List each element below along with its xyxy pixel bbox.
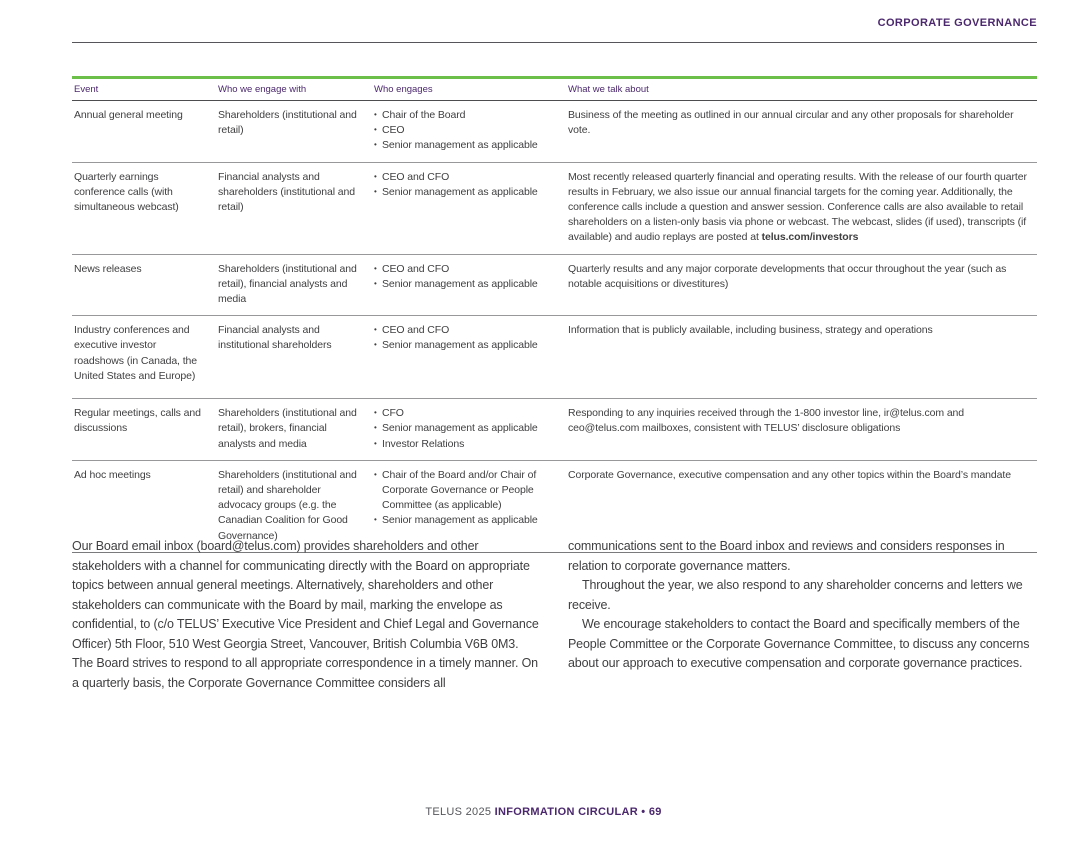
who-engages-item: • Senior management as applicable — [374, 513, 556, 528]
page-footer — [0, 806, 1087, 818]
what-text: Most recently released quarterly financial and operating results. With the release of our fourth quarter results in February, we also issue our annual financial targets for the coming year. Additionally, the conference calls include a question and answer session. Conference calls are also available to retail shareholders on a listen-only basis via phone or webcast. The webcast, slides (if used), transcripts (if available) and audio replays are posted at — [568, 170, 1027, 244]
who-engages-cell — [372, 316, 566, 398]
event-cell: Annual general meeting — [74, 109, 183, 121]
footer-page-number: INFORMATION CIRCULAR • 69 — [494, 806, 662, 818]
body-right-column — [568, 537, 1036, 693]
what-text: Corporate Governance, executive compensation and any other topics within the Board’s mandate — [568, 468, 1011, 481]
who-engages-item: • Investor Relations — [374, 437, 556, 452]
section-header-label: CORPORATE GOVERNANCE — [877, 17, 1037, 29]
what-we-talk-about-cell — [566, 399, 1037, 460]
event-cell: Ad hoc meetings — [74, 468, 151, 481]
who-engages-list — [374, 468, 556, 529]
what-we-talk-about-cell — [566, 255, 1037, 316]
who-engages-item: • Senior management as applicable — [374, 138, 556, 153]
column-header-what-we-talk-about: What we talk about — [568, 84, 649, 95]
who-engages-list — [374, 323, 556, 353]
who-engages-item: • Senior management as applicable — [374, 421, 556, 436]
what-text: Responding to any inquiries received through the 1-800 investor line, ir@telus.com and ceo@telus.com mailboxes, consistent with TELUS’ disclosure obligations — [568, 407, 965, 435]
column-header-who-we-engage: Who we engage with — [218, 84, 307, 95]
who-engages-item: • Senior management as applicable — [374, 338, 556, 353]
who-we-engage-cell: Shareholders (institutional and retail), brokers, financial analysts and media — [218, 407, 357, 450]
who-engages-list — [374, 170, 556, 200]
what-we-talk-about-cell — [566, 316, 1037, 398]
who-engages-item: • CEO and CFO — [374, 262, 556, 277]
event-cell: Regular meetings, calls and discussions — [74, 407, 201, 435]
footer-doc-title: TELUS 2025 — [425, 806, 492, 818]
who-engages-list — [374, 262, 556, 292]
shareholder-engagement-table — [72, 76, 1037, 553]
who-we-engage-cell: Shareholders (institutional and retail) and shareholder advocacy groups (e.g. the Canadian Coalition for Good Governance) — [218, 468, 357, 542]
table-row — [72, 316, 1037, 399]
what-text: Information that is publicly available, including business, strategy and operations — [568, 324, 933, 337]
who-engages-item: • CEO and CFO — [374, 323, 556, 338]
body-left-column — [72, 537, 540, 693]
event-cell: Quarterly earnings conference calls (with simultaneous webcast) — [74, 170, 179, 214]
who-engages-item: • CFO — [374, 406, 556, 421]
table-header-row — [72, 76, 1037, 101]
who-engages-item: • Senior management as applicable — [374, 185, 556, 200]
event-cell: Industry conferences and executive investor roadshows (in Canada, the United States and Europe) — [74, 324, 197, 382]
what-we-talk-about-cell — [566, 101, 1037, 162]
header-rule — [72, 42, 1037, 43]
column-header-event: Event — [74, 84, 99, 95]
event-cell: News releases — [74, 262, 142, 275]
who-we-engage-cell: Shareholders (institutional and retail) — [218, 109, 357, 137]
who-engages-cell — [372, 255, 566, 316]
who-engages-cell — [372, 101, 566, 162]
who-engages-cell — [372, 399, 566, 460]
investors-url-text: telus.com/investors — [761, 231, 859, 244]
who-we-engage-cell: Financial analysts and institutional shareholders — [218, 324, 332, 352]
column-header-who-engages: Who engages — [374, 84, 433, 95]
who-we-engage-cell: Financial analysts and shareholders (institutional and retail) — [218, 170, 355, 214]
table-row — [72, 101, 1037, 163]
body-text-columns — [72, 537, 1037, 693]
who-engages-item: • CEO and CFO — [374, 170, 556, 185]
table-row — [72, 163, 1037, 255]
who-engages-list — [374, 108, 556, 154]
who-engages-item: • Senior management as applicable — [374, 277, 556, 292]
what-text: Business of the meeting as outlined in our annual circular and any other proposals for shareholder vote. — [568, 109, 1014, 137]
who-engages-list — [374, 406, 556, 452]
table-row — [72, 255, 1037, 317]
table-row — [72, 399, 1037, 461]
body-paragraph: Our Board email inbox (board@telus.com) provides shareholders and other stakeholders with a channel for communicating directly with the Board on appropriate topics between annual general meetings. Alternatively, shareholders and other stakeholders can communicate with the Board by mail, marking the envelope as confidential, to (c/o TELUS’ Executive Vice President and Chief Legal and Governance Officer) 5th Floor, 510 West Georgia Street, Vancouver, British Columbia V6B 0M3. The Board strives to respond to all appropriate correspondence in a timely manner. On a quarterly basis, the Corporate Governance Committee considers all — [72, 539, 539, 690]
body-paragraph: Throughout the year, we also respond to any shareholder concerns and letters we receive. — [568, 578, 1023, 612]
who-engages-item: • Chair of the Board and/or Chair of Corporate Governance or People Committee (as applicable) — [374, 468, 556, 514]
who-engages-item: • CEO — [374, 123, 556, 138]
who-engages-item: • Chair of the Board — [374, 108, 556, 123]
who-we-engage-cell: Shareholders (institutional and retail), financial analysts and media — [218, 262, 357, 306]
who-engages-cell — [372, 163, 566, 254]
body-paragraph: We encourage stakeholders to contact the Board and specifically members of the People Committee or the Corporate Governance Committee, to discuss any concerns about our approach to executive compensation and corporate governance practices. — [568, 617, 1030, 670]
what-text: Quarterly results and any major corporate developments that occur throughout the year (such as notable acquisitions or divestitures) — [568, 262, 1007, 290]
what-we-talk-about-cell — [566, 163, 1037, 254]
body-paragraph: communications sent to the Board inbox and reviews and considers responses in relation to corporate governance matters. — [568, 539, 1005, 573]
